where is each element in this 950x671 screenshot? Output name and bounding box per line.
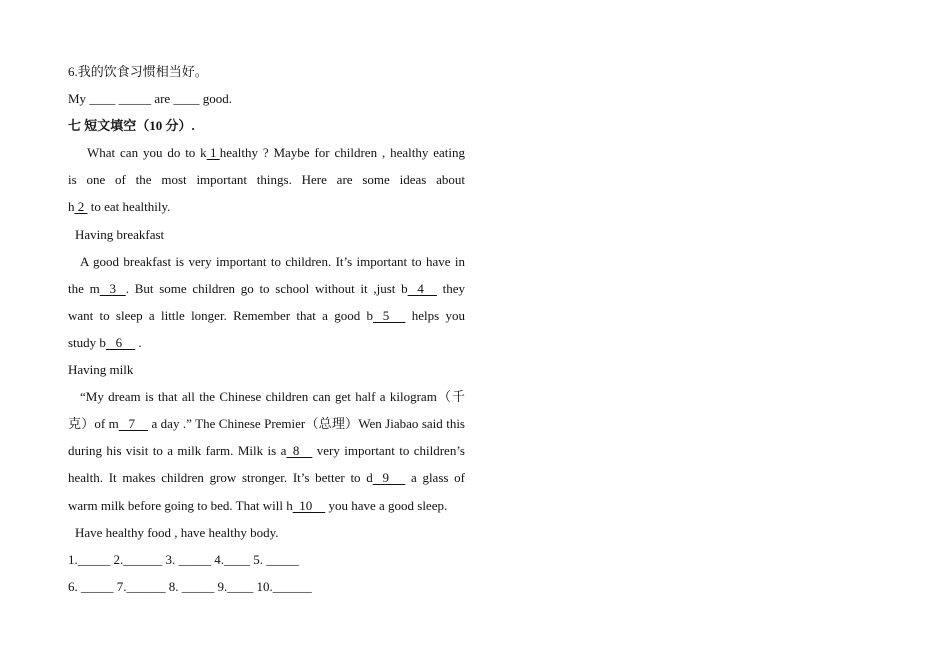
question-6-answer-line	[68, 85, 465, 112]
document-page	[68, 58, 465, 600]
text: 克）of m	[68, 416, 119, 432]
passage-line-7	[68, 302, 465, 329]
text: a glass of	[405, 470, 465, 486]
text-are: are	[154, 91, 171, 107]
blank-q6-1: ____	[89, 91, 116, 107]
passage-line-5	[68, 248, 465, 275]
blank-6: 6	[105, 334, 136, 350]
text: What can you do to k	[87, 145, 207, 161]
text: healthy ? Maybe for children , healthy eating	[219, 145, 465, 161]
text: to eat healthily.	[87, 199, 171, 215]
passage-line-10	[68, 383, 465, 410]
blank-2: 2	[74, 199, 88, 215]
answer-row-2	[68, 573, 465, 600]
passage-closing-line	[68, 519, 465, 546]
blank-8: 8	[286, 443, 313, 459]
passage-line-1	[68, 139, 465, 166]
text: Having milk	[68, 362, 134, 378]
blank-9: 9	[372, 470, 406, 486]
blank-1: 1	[206, 145, 220, 161]
text: a day .” The Chinese Premier（总理）Wen Jiabao said this	[148, 416, 465, 432]
text: Having breakfast	[75, 226, 165, 242]
passage-line-13	[68, 464, 465, 491]
passage-line-2	[68, 166, 465, 193]
text: during his visit to a milk farm. Milk is a	[68, 443, 287, 459]
text: .	[135, 334, 142, 350]
passage-line-8	[68, 329, 465, 356]
text: . But some children go to school without it ,just b	[125, 280, 408, 296]
blank-q6-2: _____	[118, 91, 152, 107]
text: h	[68, 199, 75, 215]
text: 6. _____ 7.______ 8. _____ 9.____ 10.______	[68, 578, 312, 594]
text: you have a good sleep.	[325, 497, 448, 513]
blank-3: 3	[99, 280, 126, 296]
text: they	[436, 280, 466, 296]
blank-5: 5	[373, 307, 406, 323]
text: 1._____ 2.______ 3. _____ 4.____ 5. _____	[68, 551, 299, 567]
passage-line-11	[68, 410, 465, 437]
blank-7: 7	[118, 416, 149, 432]
passage-line-14	[68, 492, 465, 519]
text: “My dream is that all the Chinese children can get half a kilogram（千	[80, 389, 465, 405]
text: Have healthy food , have healthy body.	[75, 524, 279, 540]
subheading-having-milk	[68, 356, 465, 383]
blank-4: 4	[407, 280, 437, 296]
passage-line-6	[68, 275, 465, 302]
text: health. It makes children grow stronger. It’s better to d	[68, 470, 373, 486]
text: A good breakfast is very important to children. It’s important to have in	[80, 253, 465, 269]
section-7-heading	[68, 112, 465, 139]
text: study b	[68, 334, 106, 350]
text-good: good.	[202, 91, 232, 107]
text: very important to children’s	[312, 443, 465, 459]
text-my: My	[68, 91, 87, 107]
text: is one of the most important things. Here are some ideas about	[68, 172, 465, 188]
blank-10: 10	[292, 497, 326, 513]
text: helps you	[405, 307, 465, 323]
answer-row-1	[68, 546, 465, 573]
section-7-heading-text: 七 短文填空（10 分）.	[68, 118, 195, 134]
text: want to sleep a little longer. Remember that a good b	[68, 307, 373, 323]
question-6-prompt-text: 6.我的饮食习惯相当好。	[68, 64, 208, 79]
passage-line-3	[68, 193, 465, 220]
text: warm milk before going to bed. That will h	[68, 497, 293, 513]
blank-q6-3: ____	[173, 91, 200, 107]
text: the m	[68, 280, 100, 296]
subheading-having-breakfast	[68, 221, 465, 248]
passage-line-12	[68, 437, 465, 464]
question-6-prompt	[68, 58, 465, 85]
